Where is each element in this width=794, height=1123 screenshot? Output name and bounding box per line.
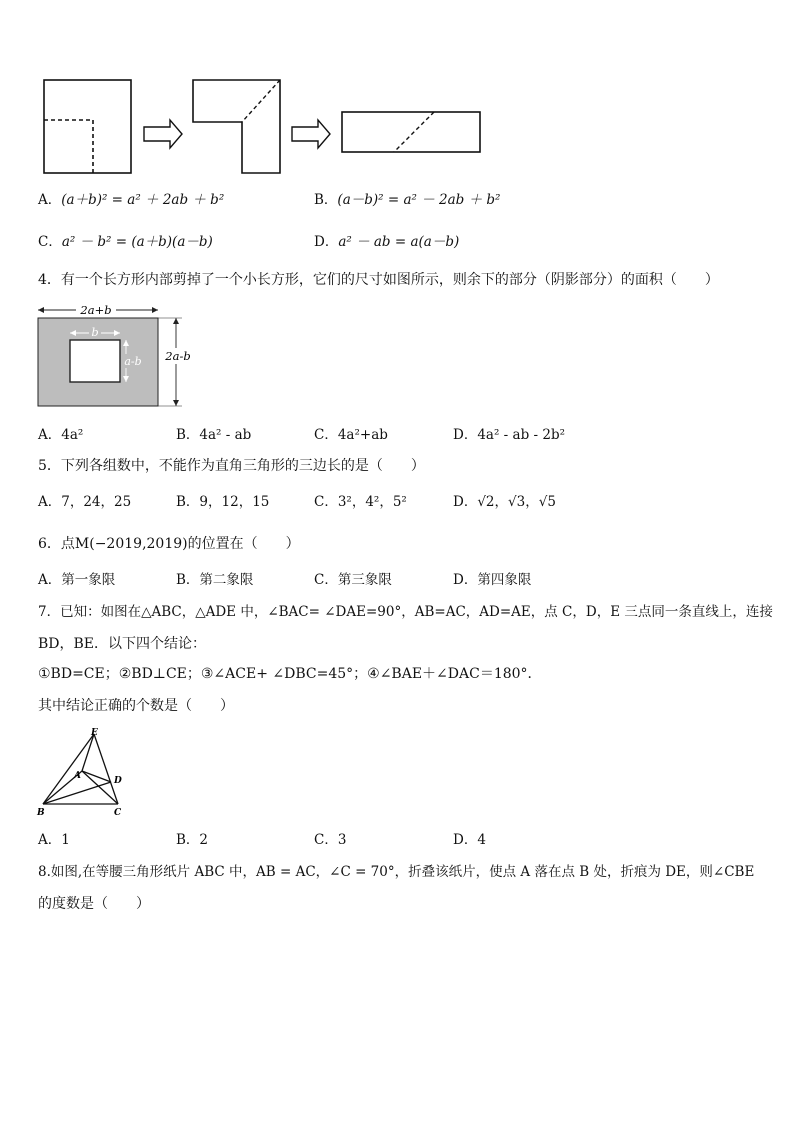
option-text: 第三象限 bbox=[337, 572, 392, 588]
q3-square-original bbox=[44, 80, 131, 173]
q7-segment-bd bbox=[43, 782, 111, 804]
q6-option-a[interactable] bbox=[38, 570, 115, 590]
q4-right-dim-arrow-bottom bbox=[173, 400, 179, 406]
q3-l-dashed bbox=[242, 80, 280, 122]
q4-option-a[interactable] bbox=[38, 425, 83, 445]
q4-inner-height-label: a-b bbox=[124, 355, 142, 368]
q4-rectangle-figure bbox=[34, 302, 194, 410]
option-label: D． bbox=[453, 494, 478, 510]
q5-option-a[interactable] bbox=[38, 492, 131, 512]
option-text: 4a² - ab bbox=[199, 427, 252, 443]
q3-option-d[interactable] bbox=[314, 232, 459, 252]
q7-label-b: B bbox=[37, 808, 45, 818]
option-text: 第一象限 bbox=[61, 572, 116, 588]
q7-option-d[interactable] bbox=[453, 830, 486, 850]
option-label: A． bbox=[38, 572, 62, 588]
q4-cutout-rectangle bbox=[70, 340, 120, 382]
q4-right-dim-arrow-top bbox=[173, 318, 179, 324]
option-label: D． bbox=[314, 234, 339, 250]
q7-segment-ae bbox=[82, 734, 94, 771]
q4-option-c[interactable] bbox=[314, 425, 388, 445]
q3-arrow-1 bbox=[144, 120, 182, 148]
q8-stem-line-1: 8.如图,在等腰三角形纸片 ABC 中，AB = AC，∠C = 70°，折叠该纸片，使点 A 落在点 B 处，折痕为 DE，则∠CBE bbox=[38, 864, 755, 880]
q7-question: 其中结论正确的个数是（ ） bbox=[38, 698, 234, 714]
q6-option-b[interactable] bbox=[176, 570, 253, 590]
option-label: C． bbox=[38, 234, 62, 250]
option-text: 1 bbox=[61, 832, 70, 848]
option-label: C． bbox=[314, 832, 338, 848]
option-formula: (a－b)² = a² － 2ab ＋ b² bbox=[337, 192, 501, 208]
option-text: 4a² bbox=[61, 427, 84, 443]
q4-top-dim-arrow-left bbox=[38, 307, 44, 313]
q3-option-a[interactable] bbox=[38, 190, 224, 210]
option-label: C． bbox=[314, 494, 338, 510]
q5-option-c[interactable] bbox=[314, 492, 407, 512]
q7-label-c: C bbox=[114, 808, 122, 818]
q3-rect-dashed bbox=[394, 112, 434, 152]
option-text: 第二象限 bbox=[199, 572, 254, 588]
q7-option-c[interactable] bbox=[314, 830, 346, 850]
q7-stem-line-1: 7．已知：如图在△ABC，△ADE 中，∠BAC= ∠DAE=90°，AB=AC，AD=AE，点 C，D，E 三点同一条直线上，连接 bbox=[38, 604, 773, 620]
option-text: 3²，4²，5² bbox=[337, 494, 407, 510]
q3-l-shape bbox=[193, 80, 280, 173]
option-label: D． bbox=[453, 427, 478, 443]
q5-stem: 5．下列各组数中，不能作为直角三角形的三边长的是（ ） bbox=[38, 458, 425, 474]
option-label: B． bbox=[176, 494, 200, 510]
q3-arrow-2 bbox=[292, 120, 330, 148]
q5-option-d[interactable] bbox=[453, 492, 556, 512]
q6-stem: 6．点M(−2019,2019)的位置在（ ） bbox=[38, 536, 300, 552]
option-formula: (a＋b)² = a² ＋ 2ab ＋ b² bbox=[61, 192, 225, 208]
q3-option-b[interactable] bbox=[314, 190, 500, 210]
q3-dashed-cut bbox=[44, 120, 93, 173]
q7-conclusions: ①BD=CE；②BD⊥CE；③∠ACE+ ∠DBC=45°；④∠BAE＋∠DAC＝180°． bbox=[38, 666, 542, 682]
option-label: A． bbox=[38, 494, 62, 510]
q7-triangle-figure bbox=[34, 726, 134, 818]
q7-segment-be bbox=[43, 734, 94, 804]
option-label: B． bbox=[176, 832, 200, 848]
q4-inner-width-label: b bbox=[91, 325, 99, 339]
q8-stem-line-2: 的度数是（ ） bbox=[38, 896, 150, 912]
option-label: C． bbox=[314, 572, 338, 588]
option-formula: a² － ab = a(a－b) bbox=[338, 234, 460, 250]
q7-label-d: D bbox=[114, 776, 122, 786]
option-formula: a² － b² = (a＋b)(a－b) bbox=[61, 234, 213, 250]
q7-option-b[interactable] bbox=[176, 830, 208, 850]
option-text: √2，√3，√5 bbox=[477, 494, 556, 510]
option-label: A． bbox=[38, 192, 62, 208]
option-label: D． bbox=[453, 572, 478, 588]
q3-long-rectangle bbox=[342, 112, 480, 152]
option-text: 4a²+ab bbox=[337, 427, 388, 443]
option-label: A． bbox=[38, 832, 62, 848]
option-text: 3 bbox=[337, 832, 347, 848]
q7-option-a[interactable] bbox=[38, 830, 70, 850]
q3-option-c[interactable] bbox=[38, 232, 213, 252]
option-label: B． bbox=[176, 572, 200, 588]
option-text: 7，24，25 bbox=[61, 494, 132, 510]
option-text: 9，12，15 bbox=[199, 494, 270, 510]
q4-stem: 4．有一个长方形内部剪掉了一个小长方形，它们的尺寸如图所示，则余下的部分（阴影部分）的面积（ ） bbox=[38, 272, 719, 288]
q4-outer-width-label: 2a+b bbox=[80, 303, 112, 317]
q6-option-c[interactable] bbox=[314, 570, 392, 590]
option-text: 2 bbox=[199, 832, 209, 848]
q4-outer-height-label: 2a-b bbox=[165, 349, 191, 363]
q3-folding-figure bbox=[30, 70, 500, 185]
q5-option-b[interactable] bbox=[176, 492, 269, 512]
option-text: 4 bbox=[477, 832, 486, 848]
q4-option-d[interactable] bbox=[453, 425, 565, 445]
q7-label-e: E bbox=[91, 728, 98, 738]
option-label: D． bbox=[453, 832, 478, 848]
q7-label-a: A bbox=[74, 771, 81, 781]
q4-option-b[interactable] bbox=[176, 425, 251, 445]
q7-stem-line-2: BD，BE．以下四个结论： bbox=[38, 636, 207, 652]
option-label: A． bbox=[38, 427, 62, 443]
option-label: C． bbox=[314, 427, 338, 443]
option-label: B． bbox=[176, 427, 200, 443]
q6-option-d[interactable] bbox=[453, 570, 531, 590]
option-text: 4a² - ab - 2b² bbox=[477, 427, 565, 443]
option-label: B． bbox=[314, 192, 338, 208]
q4-top-dim-arrow-right bbox=[152, 307, 158, 313]
option-text: 第四象限 bbox=[477, 572, 532, 588]
